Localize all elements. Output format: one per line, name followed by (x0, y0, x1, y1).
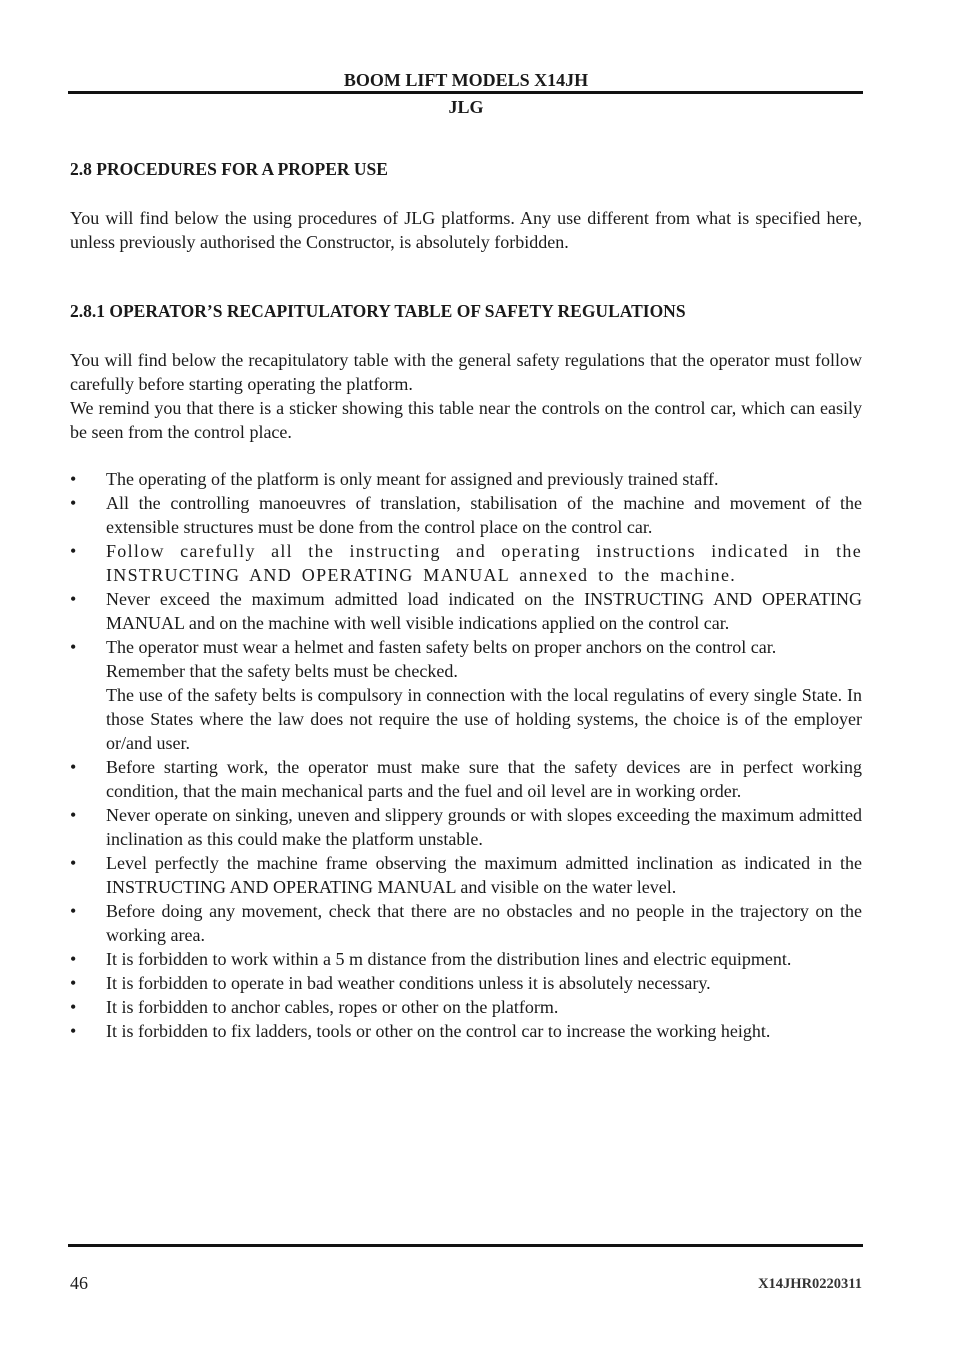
header-title: BOOM LIFT MODELS X14JH (343, 70, 589, 90)
subsection-intro (70, 348, 862, 444)
list-item: • Before doing any movement, check that there are no obstacles and no people in the trajectory on the working area. (70, 901, 862, 945)
bullet-icon: • (70, 997, 77, 1017)
list-item: • The operating of the platform is only meant for assigned and previously trained staff. (70, 469, 719, 489)
list-item: • Level perfectly the machine frame observing the maximum admitted inclination as indicated in the INSTRUCTING AND OPERATING MANUAL and visible on the water level. (70, 853, 862, 897)
header-subtitle: JLG (448, 97, 484, 117)
bullet-icon: • (70, 901, 77, 921)
list-item: • Never operate on sinking, uneven and slippery grounds or with slopes exceeding the maximum admitted inclination as this could make the platform unstable. (70, 805, 862, 849)
intro-paragraph-1: You will find below the recapitulatory table with the general safety regulations that the operator must follow carefully before starting operating the platform. (70, 350, 862, 394)
bullet-icon: • (70, 757, 77, 777)
list-item: • It is forbidden to work within a 5 m distance from the distribution lines and electric equipment. (70, 949, 792, 969)
bullet-icon: • (70, 853, 77, 873)
page-number: 46 (70, 1273, 88, 1293)
document-code: X14JHR0220311 (758, 1276, 862, 1292)
list-item: • It is forbidden to fix ladders, tools or other on the control car to increase the working height. (70, 1021, 771, 1041)
section-intro: You will find below the using procedures of JLG platforms. Any use different from what is specified here, unless previously authorised the Constructor, is absolutely forbidden. (70, 208, 862, 252)
safety-regulations-list (70, 467, 862, 1043)
bullet-icon: • (70, 493, 77, 513)
footer-rule (68, 1244, 863, 1247)
header-rule (68, 91, 863, 94)
bullet-icon: • (70, 469, 77, 489)
bullet-icon: • (70, 805, 77, 825)
list-item: • The operator must wear a helmet and fasten safety belts on proper anchors on the control car. Remember that the safety belts must be checked. The use of the safety belts is compulsory in connection with the local regulatins of every single State. In those States where the law does not require the use of holding systems, the choice is of the employer or/and user. (70, 637, 862, 753)
intro-paragraph-2: We remind you that there is a sticker showing this table near the controls on the control car, which can easily be seen from the control place. (70, 398, 862, 442)
list-item: • It is forbidden to anchor cables, ropes or other on the platform. (70, 997, 559, 1017)
list-item: • Before starting work, the operator must make sure that the safety devices are in perfect working condition, that the main mechanical parts and the fuel and oil level are in working order. (70, 757, 862, 801)
bullet-icon: • (70, 589, 77, 609)
list-item: • Never exceed the maximum admitted load indicated on the INSTRUCTING AND OPERATING MANUAL and on the machine with well visible indications applied on the control car. (70, 589, 862, 633)
bullet-icon: • (70, 637, 77, 657)
list-item: • All the controlling manoeuvres of translation, stabilisation of the machine and movement of the extensible structures must be done from the control place on the control car. (70, 493, 862, 537)
bullet-icon: • (70, 1021, 77, 1041)
list-item: • It is forbidden to operate in bad weather conditions unless it is absolutely necessary. (70, 973, 711, 993)
subsection-heading: 2.8.1 OPERATOR’S RECAPITULATORY TABLE OF SAFETY REGULATIONS (70, 301, 686, 321)
bullet-icon: • (70, 541, 78, 561)
bullet-icon: • (70, 949, 77, 969)
bullet-icon: • (70, 973, 77, 993)
section-heading: 2.8 PROCEDURES FOR A PROPER USE (70, 159, 388, 179)
list-item: • Follow carefully all the instructing and operating instructions indicated in the INSTRUCTING AND OPERATING MANUAL annexed to the machine. (70, 541, 862, 585)
